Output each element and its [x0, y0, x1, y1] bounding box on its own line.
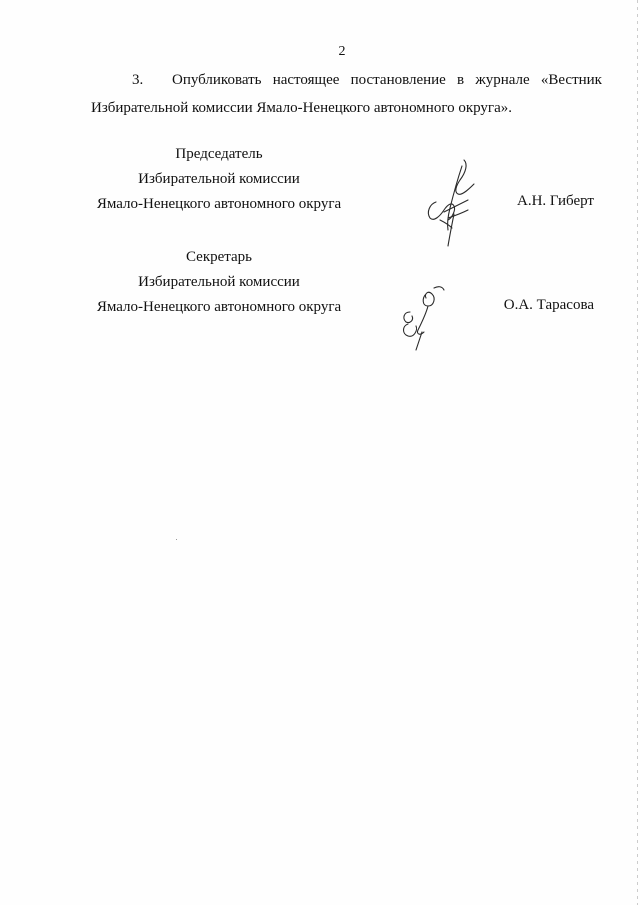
paragraph-word: «Вестник: [540, 72, 602, 88]
secretary-title: Секретарь: [185, 249, 253, 265]
page-number: 2: [338, 44, 346, 59]
paragraph-first-line-words: [172, 66, 602, 94]
secretary-name: О.А. Тарасова: [503, 297, 594, 313]
secretary-org-line-1: Избирательной комиссии: [138, 274, 300, 290]
paragraph-number: 3.: [132, 72, 144, 88]
paragraph-word: постановление: [350, 72, 446, 88]
chair-org-line-2: Ямало-Ненецкого автономного округа: [96, 196, 342, 212]
paragraph-word: настоящее: [272, 72, 340, 88]
paragraph-word: в: [457, 72, 465, 88]
scan-edge-line: [637, 0, 638, 905]
chair-signature-icon: [418, 158, 488, 250]
paragraph-3-line-1: [91, 66, 602, 94]
chair-position-block: [80, 142, 358, 217]
paragraph-word: Опубликовать: [172, 72, 262, 88]
secretary-org-line-2: Ямало-Ненецкого автономного округа: [96, 299, 342, 315]
paragraph-word: журнале: [475, 72, 530, 88]
chair-org-line-1: Избирательной комиссии: [138, 171, 300, 187]
secretary-signature-icon: [398, 280, 458, 352]
paragraph-3-line-2: Избирательной комиссии Ямало-Ненецкого автономного округа».: [91, 100, 512, 116]
secretary-position-block: [80, 245, 358, 320]
chair-title: Председатель: [175, 146, 263, 162]
scan-speck: [176, 539, 177, 540]
chair-name: А.Н. Гиберт: [517, 193, 594, 209]
